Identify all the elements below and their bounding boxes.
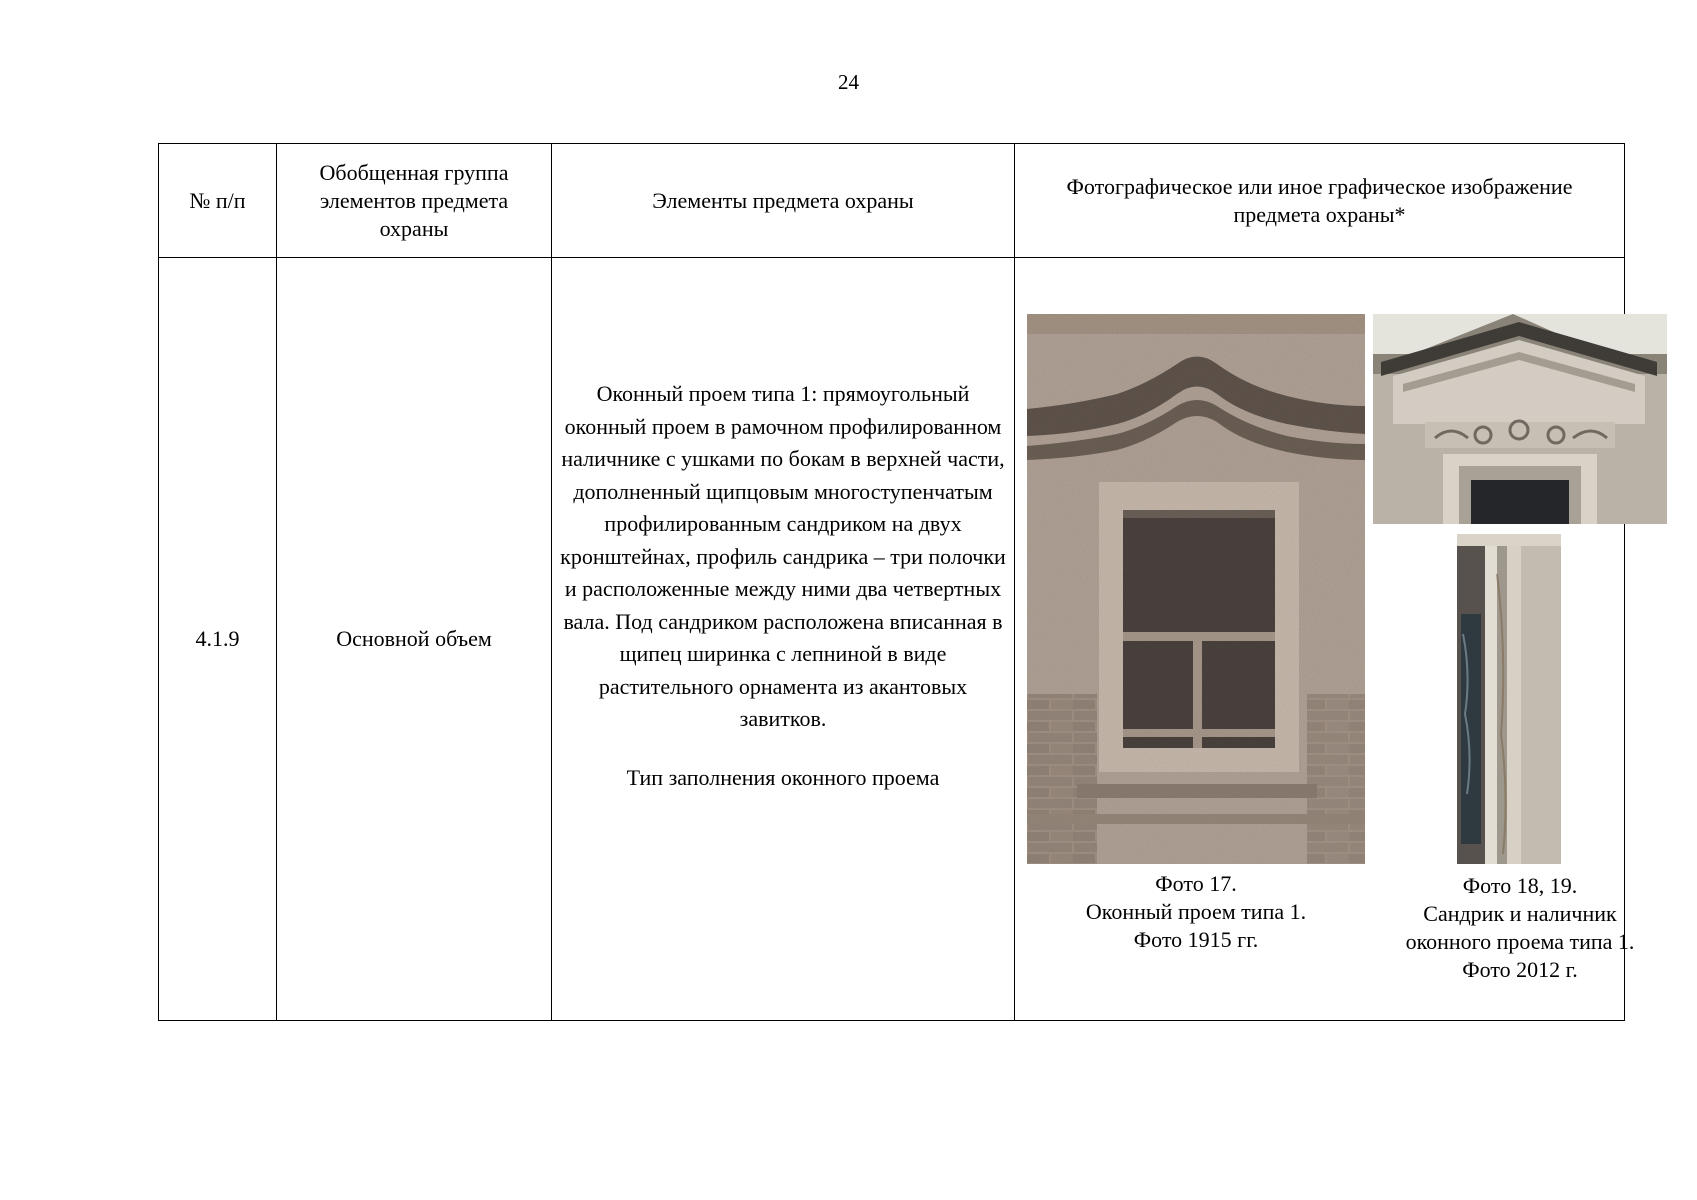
table-row [159, 258, 1625, 1021]
photo-17-window-historical [1027, 314, 1365, 864]
protection-table [158, 143, 1635, 1021]
row-elements [552, 258, 1015, 1021]
caption-photo-17-line3: Фото 1915 гг. [1133, 927, 1259, 952]
caption-photo-17-line2: Оконный проем типа 1. [1085, 899, 1307, 924]
photo-18-sandrik-detail [1373, 314, 1667, 524]
caption-photo-18-19 [1373, 872, 1667, 984]
page-number: 24 [838, 70, 859, 94]
caption-photo-18-19-line2: Сандрик и наличник [1423, 901, 1617, 926]
photo-19-nalichnik-detail [1457, 534, 1561, 864]
header-num: № п/п [159, 144, 277, 258]
table-header-row [159, 144, 1625, 258]
elements-fill-type: Тип заполнения оконного проема [626, 764, 940, 790]
caption-photo-17-line1: Фото 17. [1155, 871, 1237, 896]
caption-photo-18-19-line4: Фото 2012 г. [1462, 957, 1578, 982]
row-photos [1015, 258, 1635, 1021]
header-elements: Элементы предмета охраны [552, 144, 1015, 258]
elements-description: Оконный проем типа 1: прямоугольный оконный проем в рамочном профилированном наличнике с ушками по бокам в верхней части, дополненный щипцовым многоступенчатым профилированным сандриком на двух кронштейнах, профиль сандрика – три полочки и расположенные между ними два четвертных вала. Под сандриком расположена вписанная в щипец ширинка с лепниной в виде растительного орнамента из акантовых завитков. [560, 381, 1006, 731]
row-group: Основной объем [277, 258, 552, 1021]
caption-photo-18-19-line1: Фото 18, 19. [1462, 873, 1578, 898]
header-image: Фотографическое или иное графическое изображение предмета охраны* [1015, 144, 1625, 258]
header-group: Обобщенная группа элементов предмета охраны [277, 144, 552, 258]
row-num: 4.1.9 [159, 258, 277, 1021]
caption-photo-17 [1027, 870, 1365, 954]
caption-photo-18-19-line3: оконного проема типа 1. [1405, 929, 1635, 954]
